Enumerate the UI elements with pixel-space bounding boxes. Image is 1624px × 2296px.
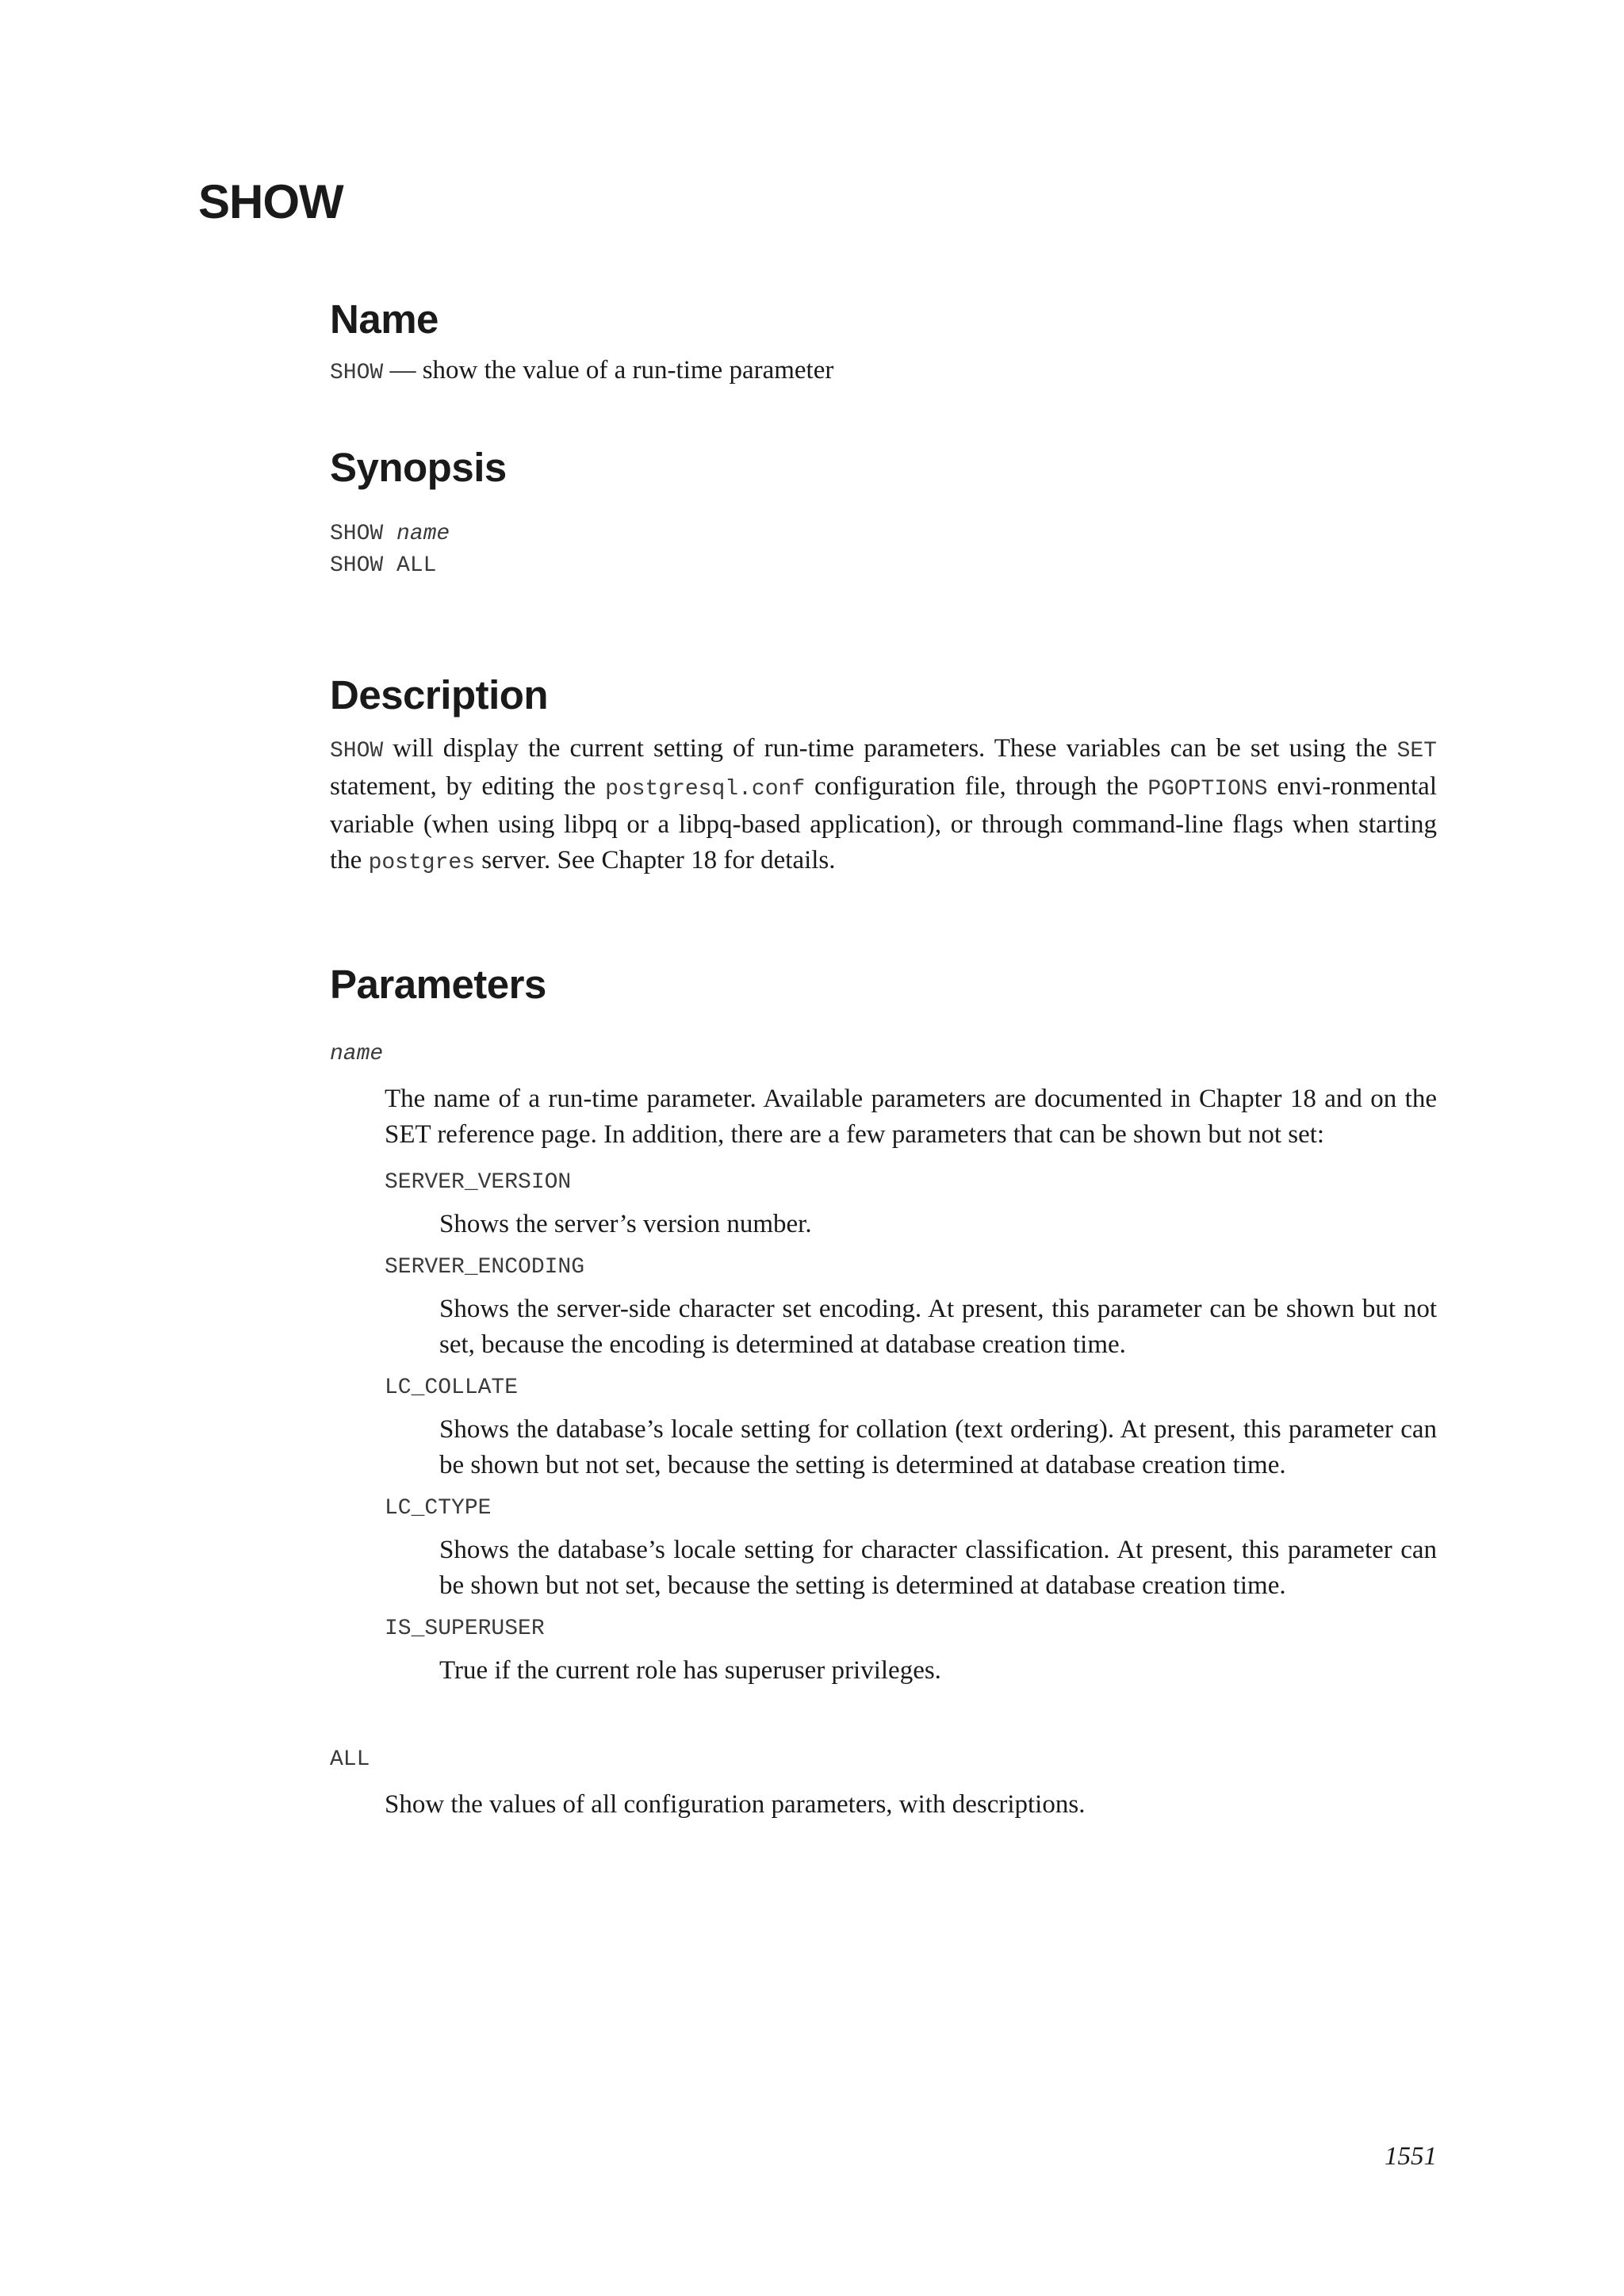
- sub-param-desc: True if the current role has superuser privileges.: [439, 1655, 941, 1685]
- sub-param-item: [385, 1613, 1437, 1689]
- sub-param-term: IS_SUPERUSER: [385, 1616, 545, 1641]
- param-desc-all: Show the values of all configuration parameters, with descriptions.: [385, 1789, 1086, 1819]
- name-summary: [330, 353, 1437, 391]
- synopsis-arg: name: [396, 522, 450, 547]
- desc-text: server. See Chapter 18 for details.: [475, 845, 836, 874]
- parameter-list: [330, 1039, 1437, 1823]
- name-heading: Name: [330, 297, 439, 342]
- sub-param-term: SERVER_ENCODING: [385, 1254, 585, 1280]
- page-title: SHOW: [198, 175, 343, 228]
- sub-param-desc: Shows the database’s locale setting for collation (text ordering). At present, this parameter can be shown but not set, because the setting is determined at database creation time.: [439, 1414, 1437, 1479]
- synopsis-heading: Synopsis: [330, 445, 507, 491]
- param-term-name: name: [330, 1041, 384, 1066]
- sub-param-desc: Shows the server-side character set encoding. At present, this parameter can be shown but not set, because the encoding is determined at database creation time.: [439, 1294, 1437, 1359]
- sub-param-desc: Shows the database’s locale setting for character classification. At present, this parameter can be shown but not set, because the setting is determined at database creation time.: [439, 1535, 1437, 1600]
- name-command: SHOW: [330, 361, 384, 386]
- param-desc-name: [385, 1081, 1437, 1689]
- sub-param-desc: Shows the server’s version number.: [439, 1209, 812, 1238]
- desc-text: will display the current setting of run-time parameters. These variables can be set using the: [383, 733, 1397, 763]
- synopsis-line: [330, 519, 1437, 550]
- page-number: 1551: [1385, 2142, 1437, 2171]
- sub-param-item: [385, 1252, 1437, 1363]
- param-desc-text: The name of a run-time parameter. Available parameters are documented in Chapter 18 and on the SET reference page. In addition, there are a few parameters that can be shown but not set:: [385, 1084, 1437, 1149]
- desc-text: envi-ronmental variable (when using libpq or a libpq-based application), or through command-line flags when starting the: [330, 771, 1437, 874]
- sub-param-term: LC_COLLATE: [385, 1375, 519, 1400]
- description-heading: Description: [330, 672, 549, 718]
- reference-content: [330, 295, 1437, 1823]
- sub-param-item: [385, 1167, 1437, 1242]
- code-show: SHOW: [330, 738, 384, 763]
- parameters-heading: Parameters: [330, 961, 546, 1007]
- code-postgres: postgres: [368, 850, 475, 875]
- code-pgoptions: PGOPTIONS: [1147, 776, 1268, 802]
- sub-param-item: [385, 1493, 1437, 1604]
- sub-param-term: LC_CTYPE: [385, 1495, 492, 1521]
- code-set: SET: [1396, 738, 1437, 763]
- code-postgresql-conf: postgresql.conf: [605, 776, 806, 802]
- synopsis-line: SHOW ALL: [330, 553, 437, 579]
- desc-text: statement, by editing the: [330, 771, 606, 801]
- desc-text: configuration file, through the: [805, 771, 1148, 801]
- description-paragraph: [330, 731, 1437, 881]
- name-summary-text: — show the value of a run-time parameter: [383, 356, 834, 385]
- sub-param-list: [385, 1167, 1437, 1689]
- sub-param-item: [385, 1372, 1437, 1483]
- synopsis-keyword: SHOW: [330, 522, 397, 547]
- param-term-all: ALL: [330, 1747, 370, 1772]
- synopsis-block: [330, 519, 1437, 582]
- sub-param-term: SERVER_VERSION: [385, 1169, 572, 1195]
